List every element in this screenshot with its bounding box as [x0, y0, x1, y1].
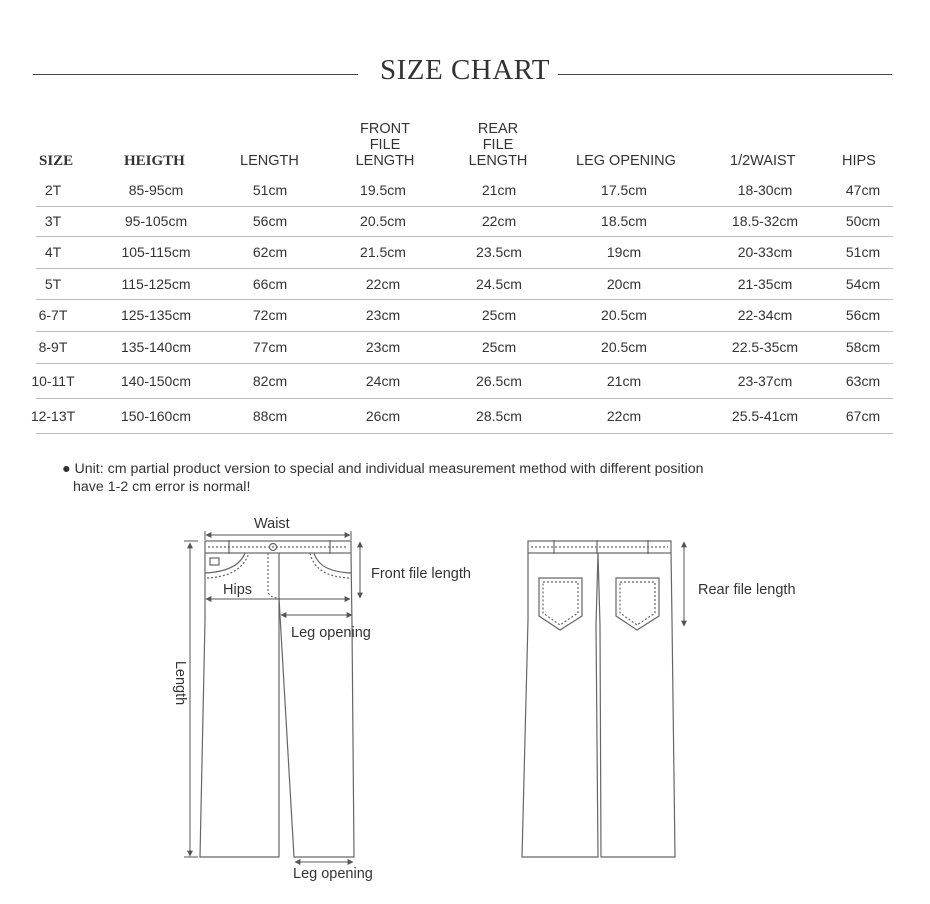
rear-file-length-label: Rear file length [698, 582, 796, 598]
table-cell-leg: 22cm [606, 407, 642, 424]
page-title: SIZE CHART [0, 54, 930, 87]
table-cell-size: 12-13T [30, 407, 76, 424]
table-cell-height: 95-105cm [124, 213, 188, 229]
table-cell-front: 22cm [365, 275, 401, 292]
table-cell-rear: 25cm [481, 339, 517, 355]
table-cell-height: 140-150cm [120, 372, 192, 389]
table-cell-waist: 18-30cm [737, 182, 793, 198]
table-cell-height: 135-140cm [120, 339, 192, 355]
header-height: HEIGTH [124, 153, 185, 169]
table-cell-length: 88cm [252, 407, 288, 424]
table-cell-height: 115-125cm [121, 275, 191, 292]
table-cell-hips: 54cm [845, 275, 881, 292]
table-cell-rear: 26.5cm [476, 372, 522, 389]
table-cell-rear: 24.5cm [476, 275, 522, 292]
table-cell-hips: 58cm [845, 339, 881, 355]
table-cell-waist: 18.5-32cm [731, 213, 799, 229]
header-size: SIZE [39, 153, 74, 169]
hips-label: Hips [223, 582, 253, 598]
table-cell-front: 21.5cm [360, 244, 406, 260]
table-cell-length: 82cm [252, 372, 288, 389]
table-cell-waist: 23-37cm [737, 372, 793, 389]
table-cell-leg: 19cm [606, 244, 642, 260]
table-cell-height: 85-95cm [128, 182, 184, 198]
table-cell-leg: 18.5cm [601, 213, 647, 229]
table-cell-size: 5T [44, 275, 62, 292]
table-cell-leg: 21cm [606, 372, 642, 389]
table-cell-waist: 22-34cm [737, 307, 793, 323]
table-cell-front: 23cm [365, 307, 401, 323]
table-cell-leg: 20.5cm [601, 339, 647, 355]
table-cell-rear: 21cm [481, 182, 517, 198]
header-front-file-length: FRONT FILE LENGTH [355, 121, 415, 169]
header-rear-file-length: REAR FILE LENGTH [468, 121, 528, 169]
note-line-1: ● Unit: cm partial product version to special and individual measurement method with different position [62, 461, 704, 477]
table-cell-height: 105-115cm [121, 244, 191, 260]
table-cell-height: 125-135cm [120, 307, 192, 323]
table-cell-length: 77cm [252, 339, 288, 355]
header-half-waist: 1/2WAIST [730, 153, 796, 169]
leg-opening-bottom-label: Leg opening [293, 866, 373, 882]
table-cell-leg: 17.5cm [601, 182, 647, 198]
table-cell-front: 19.5cm [360, 182, 406, 198]
table-cell-front: 26cm [365, 407, 401, 424]
table-cell-rear: 28.5cm [476, 407, 522, 424]
table-cell-length: 56cm [252, 213, 288, 229]
header-hips: HIPS [842, 153, 876, 169]
table-cell-front: 23cm [365, 339, 401, 355]
table-cell-waist: 20-33cm [737, 244, 793, 260]
table-cell-rear: 23.5cm [476, 244, 522, 260]
table-cell-size: 6-7T [38, 307, 68, 323]
table-cell-leg: 20cm [606, 275, 642, 292]
table-cell-hips: 51cm [845, 244, 881, 260]
table-cell-leg: 20.5cm [601, 307, 647, 323]
table-cell-hips: 67cm [845, 407, 881, 424]
back-pants-outline [522, 540, 675, 857]
table-cell-size: 4T [44, 244, 62, 260]
table-cell-waist: 21-35cm [737, 275, 793, 292]
table-cell-hips: 63cm [845, 372, 881, 389]
header-length: LENGTH [240, 153, 299, 169]
table-cell-hips: 47cm [845, 182, 881, 198]
table-cell-length: 66cm [252, 275, 288, 292]
leg-opening-top-label: Leg opening [291, 625, 371, 641]
length-label: Length [172, 660, 188, 706]
table-cell-length: 72cm [252, 307, 288, 323]
table-cell-size: 8-9T [38, 339, 68, 355]
table-cell-size: 10-11T [31, 372, 75, 389]
table-cell-size: 2T [44, 182, 62, 198]
table-cell-size: 3T [44, 213, 62, 229]
table-cell-front: 24cm [365, 372, 401, 389]
table-cell-waist: 22.5-35cm [731, 339, 799, 355]
table-cell-hips: 56cm [845, 307, 881, 323]
note-line-2: have 1-2 cm error is normal! [73, 479, 251, 495]
table-cell-front: 20.5cm [360, 213, 406, 229]
waist-label: Waist [254, 516, 290, 532]
front-file-length-label: Front file length [371, 566, 471, 582]
table-cell-length: 51cm [252, 182, 288, 198]
table-cell-height: 150-160cm [120, 407, 192, 424]
table-cell-waist: 25.5-41cm [731, 407, 799, 424]
table-cell-rear: 25cm [481, 307, 517, 323]
table-cell-rear: 22cm [481, 213, 517, 229]
table-cell-hips: 50cm [845, 213, 881, 229]
header-leg-opening: LEG OPENING [576, 153, 676, 169]
table-cell-length: 62cm [252, 244, 288, 260]
